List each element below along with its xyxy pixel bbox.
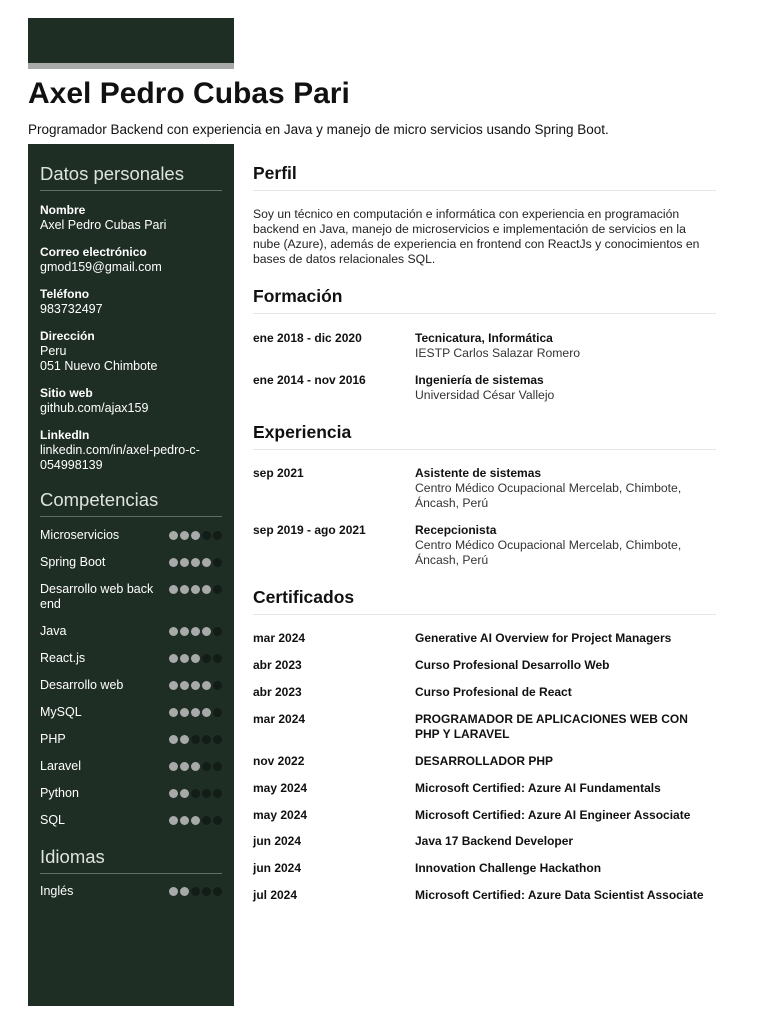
rating-dots	[169, 887, 222, 896]
field-email	[40, 245, 222, 275]
rating-dot-empty	[213, 627, 222, 636]
rating-dot-filled	[180, 762, 189, 771]
rating-dot-empty	[191, 887, 200, 896]
rating-dots	[169, 789, 222, 798]
entry-date: jul 2024	[253, 888, 298, 902]
rating-dot-empty	[202, 654, 211, 663]
rating-dot-empty	[202, 887, 211, 896]
entry-date: ene 2018 - dic 2020	[253, 331, 362, 345]
rating-dot-filled	[169, 627, 178, 636]
entry-body	[415, 808, 713, 823]
rating-dot-filled	[191, 762, 200, 771]
rating-dot-empty	[191, 735, 200, 744]
field-value-line2: 051 Nuevo Chimbote	[40, 359, 158, 373]
skill-row-name: PHP	[40, 732, 66, 746]
entry-title: PROGRAMADOR DE APLICACIONES WEB CON PHP Y LARAVEL	[415, 712, 688, 741]
candidate-name: Axel Pedro Cubas Pari	[28, 77, 350, 110]
skill-row	[40, 651, 222, 666]
rating-dot-filled	[202, 585, 211, 594]
rating-dot-filled	[191, 531, 200, 540]
skill-row	[40, 582, 222, 612]
entry-date: sep 2019 - ago 2021	[253, 523, 366, 537]
rating-dot-empty	[213, 708, 222, 717]
skills-title: Competencias	[40, 488, 222, 517]
rating-dot-filled	[202, 627, 211, 636]
skill-row-name: Java	[40, 624, 67, 638]
field-label: Dirección	[40, 329, 95, 343]
entry-title: Recepcionista	[415, 523, 497, 537]
entry-title: Curso Profesional Desarrollo Web	[415, 658, 610, 672]
rating-dot-filled	[180, 627, 189, 636]
entry-title: Innovation Challenge Hackathon	[415, 861, 602, 875]
field-website	[40, 386, 222, 416]
entry-body	[415, 331, 713, 361]
rating-dots	[169, 627, 222, 636]
entry-date: may 2024	[253, 781, 308, 795]
field-label: Sitio web	[40, 386, 93, 400]
rating-dots	[169, 816, 222, 825]
rating-dot-filled	[180, 887, 189, 896]
rating-dot-filled	[169, 531, 178, 540]
rating-dot-filled	[169, 735, 178, 744]
field-value[interactable]: gmod159@gmail.com	[40, 260, 162, 274]
rating-dot-empty	[213, 558, 222, 567]
headline-summary: Programador Backend con experiencia en Java y manejo de micro servicios usando Spring Boot.	[28, 122, 609, 137]
entry-body	[415, 754, 713, 769]
skill-row-name: Microservicios	[40, 528, 120, 542]
rating-dot-filled	[180, 681, 189, 690]
rating-dots	[169, 708, 222, 717]
entry-date: sep 2021	[253, 466, 304, 480]
skill-row	[40, 786, 222, 801]
entry-date: abr 2023	[253, 685, 302, 699]
field-label: Nombre	[40, 203, 86, 217]
entry-subtitle: Centro Médico Ocupacional Mercelab, Chimbote, Áncash, Perú	[415, 538, 682, 567]
field-value-line2[interactable]: 054998139	[40, 458, 103, 472]
rating-dot-empty	[213, 735, 222, 744]
section-title-formacion: Formación	[253, 285, 716, 314]
rating-dot-filled	[169, 789, 178, 798]
entry-body	[415, 781, 713, 796]
rating-dots	[169, 585, 222, 594]
field-address	[40, 329, 222, 374]
entry-subtitle: Centro Médico Ocupacional Mercelab, Chimbote, Áncash, Perú	[415, 481, 682, 510]
rating-dot-filled	[180, 558, 189, 567]
skill-row-name: Python	[40, 786, 79, 800]
entry-date: mar 2024	[253, 631, 306, 645]
rating-dot-filled	[191, 558, 200, 567]
rating-dot-empty	[213, 585, 222, 594]
rating-dots	[169, 558, 222, 567]
entry-title: Generative AI Overview for Project Managers	[415, 631, 672, 645]
entry-body	[415, 834, 713, 849]
rating-dot-filled	[169, 887, 178, 896]
rating-dots	[169, 681, 222, 690]
field-value: Peru	[40, 344, 67, 358]
field-value[interactable]: linkedin.com/in/axel-pedro-c-	[40, 443, 200, 457]
rating-dot-filled	[191, 708, 200, 717]
entry-date: jun 2024	[253, 834, 302, 848]
skill-row	[40, 624, 222, 639]
header-accent-strip	[28, 63, 234, 69]
entry-date: ene 2014 - nov 2016	[253, 373, 366, 387]
entry-title: DESARROLLADOR PHP	[415, 754, 554, 768]
rating-dot-empty	[202, 816, 211, 825]
rating-dot-empty	[213, 654, 222, 663]
rating-dot-filled	[169, 654, 178, 663]
entry-title: Curso Profesional de React	[415, 685, 572, 699]
entry-title: Ingeniería de sistemas	[415, 373, 544, 387]
rating-dots	[169, 735, 222, 744]
field-phone	[40, 287, 222, 317]
skill-row-name: React.js	[40, 651, 86, 665]
rating-dot-empty	[213, 681, 222, 690]
personal-section-title	[40, 162, 222, 191]
entry-subtitle: IESTP Carlos Salazar Romero	[415, 346, 581, 360]
field-value: 983732497	[40, 302, 103, 316]
skill-row	[40, 813, 222, 828]
entry-date: jun 2024	[253, 861, 302, 875]
skill-row-name: Laravel	[40, 759, 81, 773]
skills-section-title	[40, 488, 222, 517]
rating-dot-filled	[180, 789, 189, 798]
entry-title: Microsoft Certified: Azure AI Engineer Associate	[415, 808, 691, 822]
rating-dot-filled	[191, 681, 200, 690]
rating-dot-filled	[180, 585, 189, 594]
field-label: Teléfono	[40, 287, 90, 301]
rating-dot-filled	[169, 762, 178, 771]
rating-dot-filled	[202, 681, 211, 690]
rating-dot-empty	[213, 531, 222, 540]
entry-body	[415, 373, 713, 403]
skill-row	[40, 759, 222, 774]
entry-title: Java 17 Backend Developer	[415, 834, 574, 848]
rating-dot-empty	[202, 531, 211, 540]
entry-body	[415, 466, 713, 511]
rating-dots	[169, 762, 222, 771]
entry-body	[415, 861, 713, 876]
field-label: Correo electrónico	[40, 245, 147, 259]
rating-dot-filled	[169, 816, 178, 825]
entry-title: Microsoft Certified: Azure Data Scientist Associate	[415, 888, 704, 902]
rating-dot-filled	[169, 558, 178, 567]
rating-dot-filled	[180, 735, 189, 744]
rating-dot-empty	[202, 762, 211, 771]
field-value: Axel Pedro Cubas Pari	[40, 218, 167, 232]
rating-dot-filled	[180, 708, 189, 717]
rating-dot-filled	[180, 816, 189, 825]
skill-row-name: SQL	[40, 813, 66, 827]
entry-body	[415, 685, 713, 700]
field-linkedin	[40, 428, 222, 473]
rating-dots	[169, 654, 222, 663]
entry-body	[415, 631, 713, 646]
section-title-experiencia: Experiencia	[253, 421, 716, 450]
rating-dot-empty	[213, 887, 222, 896]
language-row-name: Inglés	[40, 884, 74, 898]
entry-subtitle: Universidad César Vallejo	[415, 388, 555, 402]
entry-body	[415, 523, 713, 568]
rating-dot-empty	[202, 789, 211, 798]
entry-date: nov 2022	[253, 754, 305, 768]
field-name	[40, 203, 222, 233]
skill-row-name: Spring Boot	[40, 555, 106, 569]
rating-dot-filled	[191, 654, 200, 663]
skill-row	[40, 555, 222, 570]
rating-dot-filled	[191, 627, 200, 636]
skill-row	[40, 732, 222, 747]
section-title-certificados: Certificados	[253, 586, 716, 615]
entry-date: abr 2023	[253, 658, 302, 672]
rating-dot-empty	[191, 789, 200, 798]
rating-dot-filled	[169, 585, 178, 594]
rating-dot-empty	[213, 816, 222, 825]
section-title-perfil: Perfil	[253, 162, 716, 191]
rating-dot-filled	[202, 558, 211, 567]
rating-dots	[169, 531, 222, 540]
entry-title: Tecnicatura, Informática	[415, 331, 553, 345]
entry-body	[415, 888, 713, 903]
skill-row-name: MySQL	[40, 705, 82, 719]
entry-body	[415, 712, 713, 742]
languages-section-title	[40, 845, 222, 874]
rating-dot-empty	[202, 735, 211, 744]
skill-row	[40, 528, 222, 543]
entry-title: Asistente de sistemas	[415, 466, 542, 480]
entry-body	[415, 658, 713, 673]
rating-dot-filled	[180, 531, 189, 540]
rating-dot-filled	[169, 681, 178, 690]
entry-date: may 2024	[253, 808, 308, 822]
language-row	[40, 884, 222, 899]
entry-title: Microsoft Certified: Azure AI Fundamentals	[415, 781, 661, 795]
field-label: LinkedIn	[40, 428, 90, 442]
rating-dot-filled	[169, 708, 178, 717]
entry-date: mar 2024	[253, 712, 306, 726]
languages-title: Idiomas	[40, 845, 222, 874]
skill-row-name: Desarrollo web	[40, 678, 124, 692]
header-color-block	[28, 18, 234, 63]
profile-text: Soy un técnico en computación e informática con experiencia en programación backend en Java, manejo de microservicios e implementación de servicios en la nube (Azure), además de experiencia en frontend con ReactJs y conocimientos en bases de datos relacionales SQL.	[253, 207, 700, 266]
rating-dot-filled	[180, 654, 189, 663]
rating-dot-empty	[213, 762, 222, 771]
personal-title: Datos personales	[40, 162, 222, 191]
rating-dot-filled	[191, 585, 200, 594]
rating-dot-filled	[191, 816, 200, 825]
sidebar	[28, 144, 234, 1006]
skill-row	[40, 705, 222, 720]
rating-dot-filled	[202, 708, 211, 717]
skill-row-name: Desarrollo web back end	[40, 582, 154, 611]
skill-row	[40, 678, 222, 693]
field-value[interactable]: github.com/ajax159	[40, 401, 149, 415]
rating-dot-empty	[213, 789, 222, 798]
